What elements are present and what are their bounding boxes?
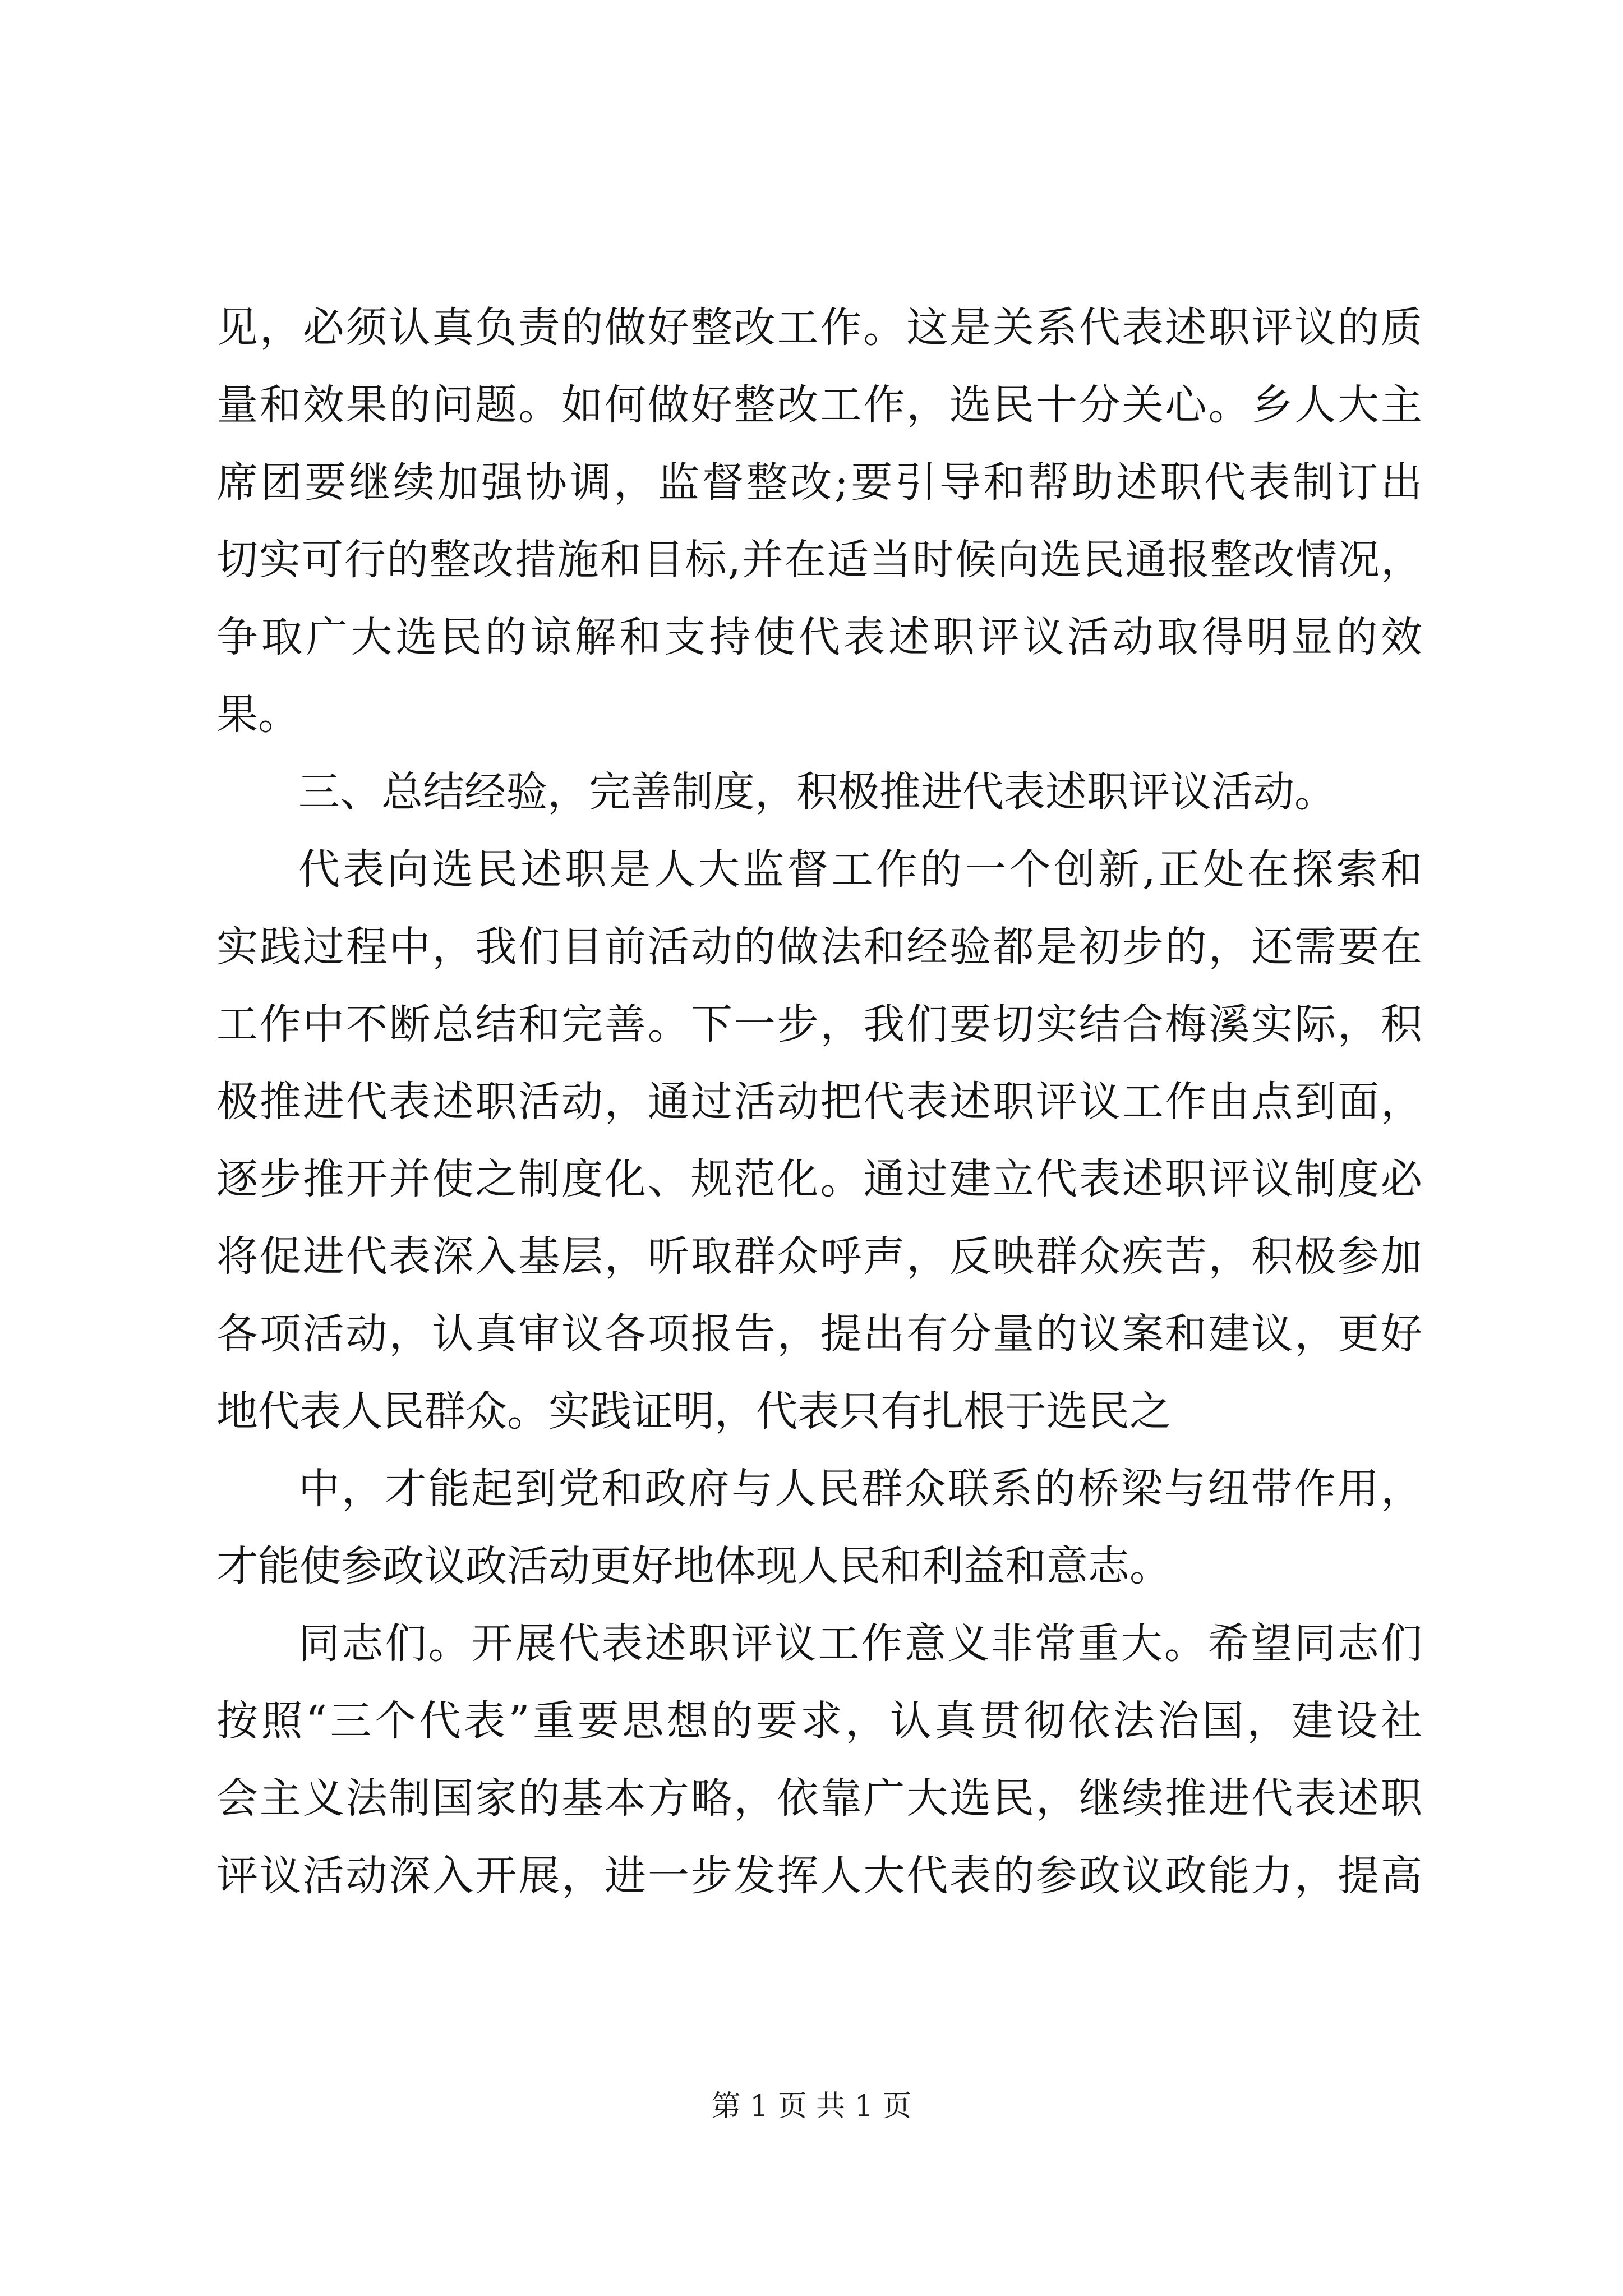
text-line: 才能使参政议政活动更好地体现人民和利益和意志。 [216,1542,1171,1590]
text-line: 各项活动，认真审议各项报告，提出有分量的议案和建议，更好 [216,1310,1422,1358]
text-line: 极推进代表述职活动，通过活动把代表述职评议工作由点到面， [216,1078,1422,1126]
text-line: 实践过程中，我们目前活动的做法和经验都是初步的，还需要在 [216,923,1422,971]
text-line: 地代表人民群众。实践证明，代表只有扎根于选民之 [216,1387,1171,1435]
text-line: 逐步推开并使之制度化、规范化。通过建立代表述职评议制度必 [216,1155,1422,1203]
text-line: 代表向选民述职是人大监督工作的一个创新,正处在探索和 [298,845,1422,894]
text-line: 同志们。开展代表述职评议工作意义非常重大。希望同志们 [298,1619,1422,1668]
text-line: 中，才能起到党和政府与人民群众联系的桥梁与纽带作用， [298,1465,1422,1513]
body-text [216,289,1422,1915]
text-line: 按照“三个代表”重要思想的要求，认真贯彻依法治国，建设社 [216,1697,1422,1745]
text-line: 工作中不断总结和完善。下一步，我们要切实结合梅溪实际，积 [216,1000,1422,1048]
text-line: 切实可行的整改措施和目标,并在适当时候向选民通报整改情况， [216,536,1422,584]
text-line: 评议活动深入开展，进一步发挥人大代表的参政议政能力，提高 [216,1852,1422,1900]
text-line: 席团要继续加强协调，监督整改;要引导和帮助述职代表制订出 [216,458,1422,507]
text-line: 争取广大选民的谅解和支持使代表述职评议活动取得明显的效 [216,613,1422,661]
text-line: 量和效果的问题。如何做好整改工作，选民十分关心。乡人大主 [216,381,1422,429]
section-heading: 三、总结经验，完善制度，积极推进代表述职评议活动。 [298,768,1336,816]
text-line: 将促进代表深入基层，听取群众呼声，反映群众疾苦，积极参加 [216,1232,1422,1281]
text-line: 会主义法制国家的基本方略，依靠广大选民，继续推进代表述职 [216,1774,1422,1823]
text-line: 见，必须认真负责的做好整改工作。这是关系代表述职评议的质 [216,303,1422,352]
page-footer: 第 1 页 共 1 页 [711,2090,912,2123]
text-line: 果。 [216,691,299,739]
